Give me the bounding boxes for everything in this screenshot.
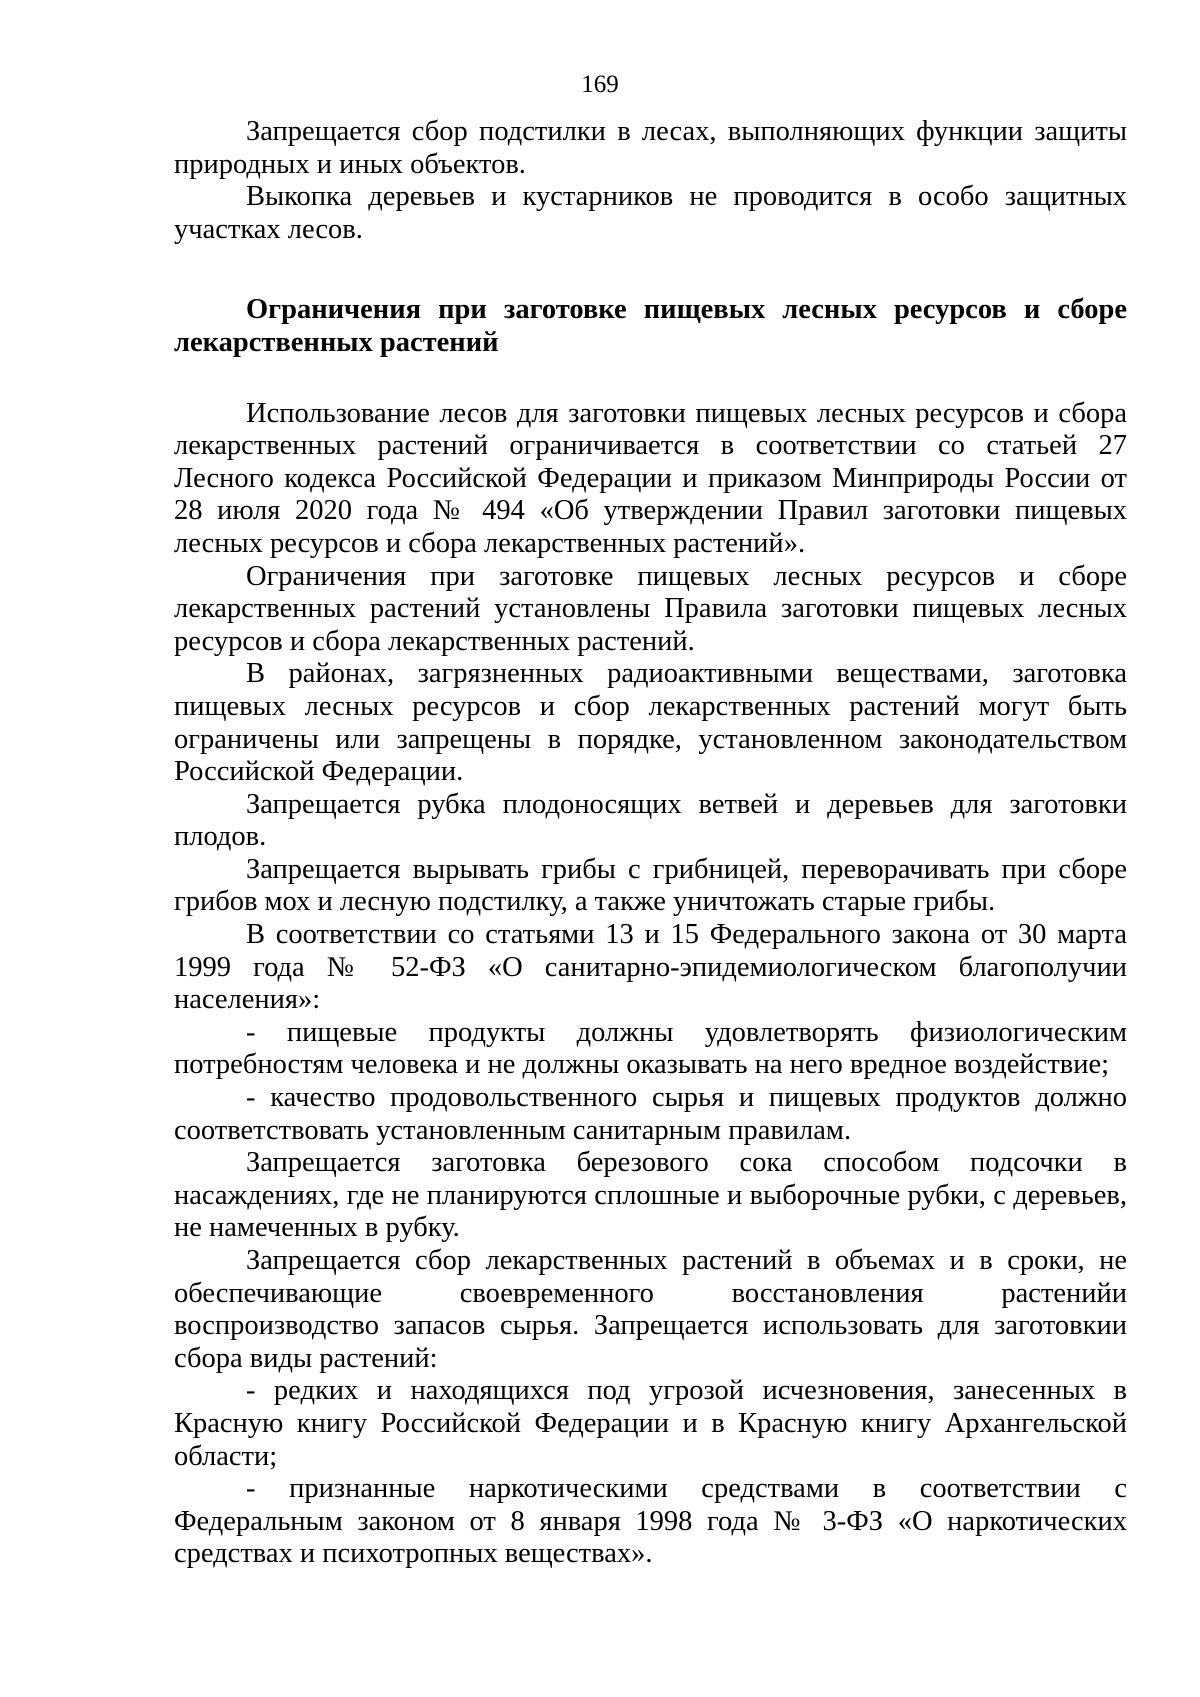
page-number: 169 [581,71,619,98]
paragraph-federal-law: В соответствии со статьями 13 и 15 Федерального закона от 30 марта 1999 года № 52-ФЗ «О санитарно-эпидемиологическом благополучии населения»: [174,919,1127,1016]
paragraph-usage: Использование лесов для заготовки пищевых лесных ресурсов и сбора лекарственных растений ограничивается в соответствии со статьей 27 Лесного кодекса Российской Федерации и приказом Минприроды России от 28 июля 2020 года № 494 «Об утверждении Правил заготовки пищевых лесных ресурсов и сбора лекарственных растений». [174,397,1127,559]
paragraph-medicinal-plants: Запрещается сбор лекарственных растений в объемах и в сроки, не обеспечивающие своевременного восстановления растенийи воспроизводство запасов сырья. Запрещается использовать для заготовкии сбора виды растений: [174,1245,1127,1374]
list-item-narcotic: - признанные наркотическими средствами в соответствии с Федеральным законом от 8 января 1998 года № 3-ФЗ «О наркотических средствах и психотропных веществах». [174,1473,1127,1570]
section-heading: Ограничения при заготовке пищевых лесных ресурсов и сборе лекарственных растений [174,294,1127,358]
spacer [174,360,1127,398]
spacer [174,246,1127,294]
paragraph-radioactive: В районах, загрязненных радиоактивными веществами, заготовка пищевых лесных ресурсов и сбор лекарственных растений могут быть ограничены или запрещены в порядке, установленном законодательством Российской Федерации. [174,658,1127,788]
list-item-food-products: - пищевые продукты должны удовлетворять физиологическим потребностям человека и не должны оказывать на него вредное воздействие; [174,1016,1127,1081]
list-item-raw-quality: - качество продовольственного сырья и пищевых продуктов должно соответствовать установленным санитарным правилам. [174,1082,1127,1146]
paragraph-litter-ban: Запрещается сбор подстилки в лесах, выполняющих функции защиты природных и иных объектов. [174,116,1127,180]
paragraph-birch-sap: Запрещается заготовка березового сока способом подсочки в насаждениях, где не планируются сплошные и выборочные рубки, с деревьев, не намеченных в рубку. [174,1147,1127,1244]
paragraph-mushrooms: Запрещается вырывать грибы с грибницей, переворачивать при сборе грибов мох и лесную подстилку, а также уничтожать старые грибы. [174,853,1127,918]
paragraph-digging-ban: Выкопка деревьев и кустарников не проводится в особо защитных участках лесов. [174,181,1127,245]
page-content [174,116,1127,1571]
paragraph-branch-cutting: Запрещается рубка плодоносящих ветвей и деревьев для заготовки плодов. [174,788,1127,853]
paragraph-restrictions: Ограничения при заготовке пищевых лесных ресурсов и сборе лекарственных растений установлены Правила заготовки пищевых лесных ресурсов и сбора лекарственных растений. [174,560,1127,657]
list-item-red-book: - редких и находящихся под угрозой исчезновения, занесенных в Красную книгу Российской Федерации и в Красную книгу Архангельской области; [174,1375,1127,1472]
